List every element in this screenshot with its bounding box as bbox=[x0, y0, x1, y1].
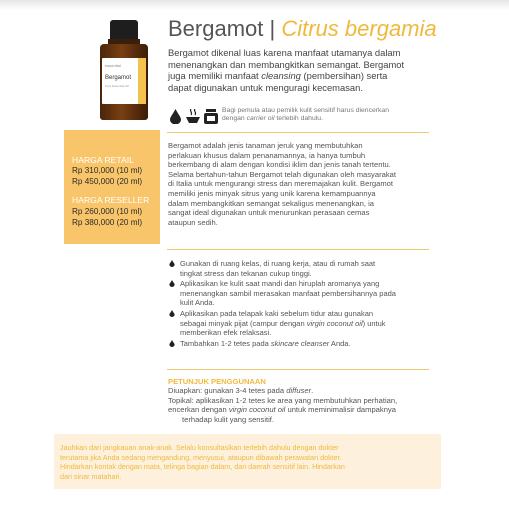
intro-line bbox=[168, 70, 408, 82]
bottle-brand: essential bbox=[105, 63, 121, 68]
note-emphasis: carrier oil bbox=[246, 115, 275, 123]
caution-line: Hindarkan kontak dengan mata, telinga bagian dalam, dan daerah sensitif lain. Hindarkan bbox=[60, 462, 345, 472]
divider bbox=[167, 132, 429, 133]
caution-line: Jauhkan dari jangkauan anak-anak. Selalu konsultasikan terlebih dahulu dengan dokter bbox=[60, 443, 339, 452]
list-item-line bbox=[180, 339, 430, 349]
caution-box bbox=[54, 434, 441, 489]
intro-line: Bergamot dikenal luas karena manfaat utamanya dalam bbox=[168, 47, 401, 58]
drop-bullet-icon bbox=[169, 310, 175, 317]
instruction-line bbox=[168, 386, 426, 396]
list-item-emphasis: skincare cleanser bbox=[270, 338, 330, 348]
retail-price-10ml: Rp 310,000 (10 ml) bbox=[72, 166, 143, 175]
caution-line: terutama jika Anda sedang mengandung, menyusui, ataupun dibawah perawatan dokter. bbox=[60, 452, 342, 462]
list-item-line: tingkat stress dan tekanan cukup tinggi. bbox=[180, 268, 312, 278]
intro-text: (pembersihan) serta bbox=[300, 70, 388, 82]
reseller-price-heading: HARGA RESELLER bbox=[72, 195, 150, 205]
list-item-text: Anda. bbox=[329, 338, 351, 348]
list-item-line: kulit Anda. bbox=[180, 298, 215, 308]
divider bbox=[167, 369, 429, 370]
list-item-text: Tambahkan 1-2 tetes pada bbox=[180, 338, 271, 348]
instruction-emphasis: diffuser bbox=[286, 386, 312, 395]
product-bottle-image bbox=[98, 20, 150, 120]
list-item-line: Gunakan di ruang kelas, di ruang kerja, atau di rumah saat bbox=[180, 259, 376, 268]
drop-icon bbox=[170, 109, 181, 129]
list-item-line: Aplikasikan pada telapak kaki sebelum tidur atau gunakan bbox=[180, 308, 374, 318]
list-item bbox=[168, 339, 430, 349]
list-item-line: memberikan efek relaksasi. bbox=[180, 328, 272, 338]
instruction-text: encerkan dengan bbox=[168, 405, 229, 415]
instruction-line: terhadap kulit yang sensitif. bbox=[182, 414, 275, 424]
page-title bbox=[168, 16, 437, 42]
list-item-line: menenangkan sambil merasakan manfaat pembersihannya pada bbox=[180, 288, 396, 298]
bottle-label bbox=[102, 58, 146, 104]
description-line: di Italia untuk mengurangi stress dan meremajakan kulit. Bergamot bbox=[168, 179, 393, 189]
description-line: sangat ideal digunakan untuk menurunkan perasaan cemas bbox=[168, 208, 370, 218]
sensitive-skin-note bbox=[222, 107, 422, 123]
description-line: berkembang di alam dengan kondisi iklim dan jenis tanah tertentu. bbox=[168, 160, 391, 170]
title-separator: | bbox=[263, 16, 282, 41]
bottle-jar-icon bbox=[204, 109, 218, 129]
uses-list bbox=[168, 259, 430, 349]
list-item-line: Aplikasikan ke kulit saat mandi dan hiruplah aromanya yang bbox=[180, 279, 380, 289]
page-top-shadow bbox=[0, 0, 509, 10]
reseller-price-10ml: Rp 260,000 (10 ml) bbox=[72, 207, 143, 216]
instructions-heading: PETUNJUK PENGGUNAAN bbox=[168, 377, 266, 386]
intro-line: menenangkan dan membangkitkan semangat. Bergamot bbox=[168, 58, 405, 70]
bottle-cap bbox=[110, 20, 138, 40]
note-text: dengan bbox=[222, 115, 247, 123]
intro-paragraph bbox=[168, 47, 408, 93]
description-line: ataupun sedih. bbox=[168, 217, 218, 227]
description-line: memiliki jenis minyak sitrus yang unik karena kemampuannya bbox=[168, 188, 376, 198]
intro-text: juga memiliki manfaat bbox=[168, 70, 262, 82]
bottle-product-name: Bergamot bbox=[105, 75, 132, 81]
instruction-text: Diuapkan: gunakan 3-4 tetes pada bbox=[168, 386, 287, 395]
note-text: terlebih dahulu. bbox=[274, 115, 323, 123]
caution-line: dari sinar matahari. bbox=[60, 472, 122, 482]
note-line: Bagi pemula atau pemilik kulit sensitif harus diencerkan bbox=[222, 107, 389, 114]
drop-bullet-icon bbox=[169, 340, 175, 347]
list-item-text: sebagai minyak pijat (campur dengan bbox=[180, 318, 307, 328]
list-item bbox=[168, 309, 430, 338]
instruction-line bbox=[168, 405, 426, 415]
caution-text bbox=[60, 443, 435, 482]
note-line bbox=[222, 115, 422, 123]
price-box bbox=[64, 130, 160, 244]
instructions-body bbox=[168, 386, 426, 424]
description-line: Selama bertahun-tahun Bergamot telah digunakan oleh masyarakat bbox=[168, 169, 396, 179]
list-item-emphasis: virgin coconut oil bbox=[306, 318, 363, 328]
description-line: Bergamot adalah jenis tanaman jeruk yang membutuhkan bbox=[168, 141, 363, 150]
list-item-line bbox=[180, 319, 430, 329]
instruction-text: untuk meminimalisir dampaknya bbox=[285, 405, 396, 415]
instruction-emphasis: virgin coconut oil bbox=[228, 405, 286, 415]
title-scientific-name: Citrus bergamia bbox=[281, 16, 437, 41]
bottle-subtitle: Pure Essential Oil bbox=[105, 84, 129, 88]
retail-price-20ml: Rp 450,000 (20 ml) bbox=[72, 177, 143, 186]
description-paragraph bbox=[168, 141, 426, 227]
retail-price-heading: HARGA RETAIL bbox=[72, 155, 134, 165]
description-line: perlakuan khusus dalam penanamannya, ia hanya tumbuh bbox=[168, 150, 366, 160]
reseller-price-20ml: Rp 380,000 (20 ml) bbox=[72, 218, 143, 227]
list-item-text: ) untuk bbox=[362, 318, 386, 328]
list-item bbox=[168, 259, 430, 278]
bottle-label-stripe bbox=[138, 58, 146, 104]
list-item bbox=[168, 279, 430, 308]
drop-bullet-icon bbox=[169, 260, 175, 267]
instruction-line: Topikal: aplikasikan 1-2 tetes ke area yang membutuhkan perhatian, bbox=[168, 395, 398, 405]
intro-line: dapat digunakan untuk menguragi kecemasan. bbox=[168, 81, 363, 93]
usage-icons bbox=[170, 109, 220, 125]
instruction-text: . bbox=[311, 386, 314, 395]
divider bbox=[167, 249, 429, 250]
description-line: dalam membangkitkan semangat sekaligus menenangkan, ia bbox=[168, 198, 374, 208]
drop-bullet-icon bbox=[169, 280, 175, 287]
diffuser-icon bbox=[185, 109, 201, 129]
intro-emphasis: cleansing bbox=[261, 70, 301, 82]
title-name: Bergamot bbox=[168, 16, 264, 41]
